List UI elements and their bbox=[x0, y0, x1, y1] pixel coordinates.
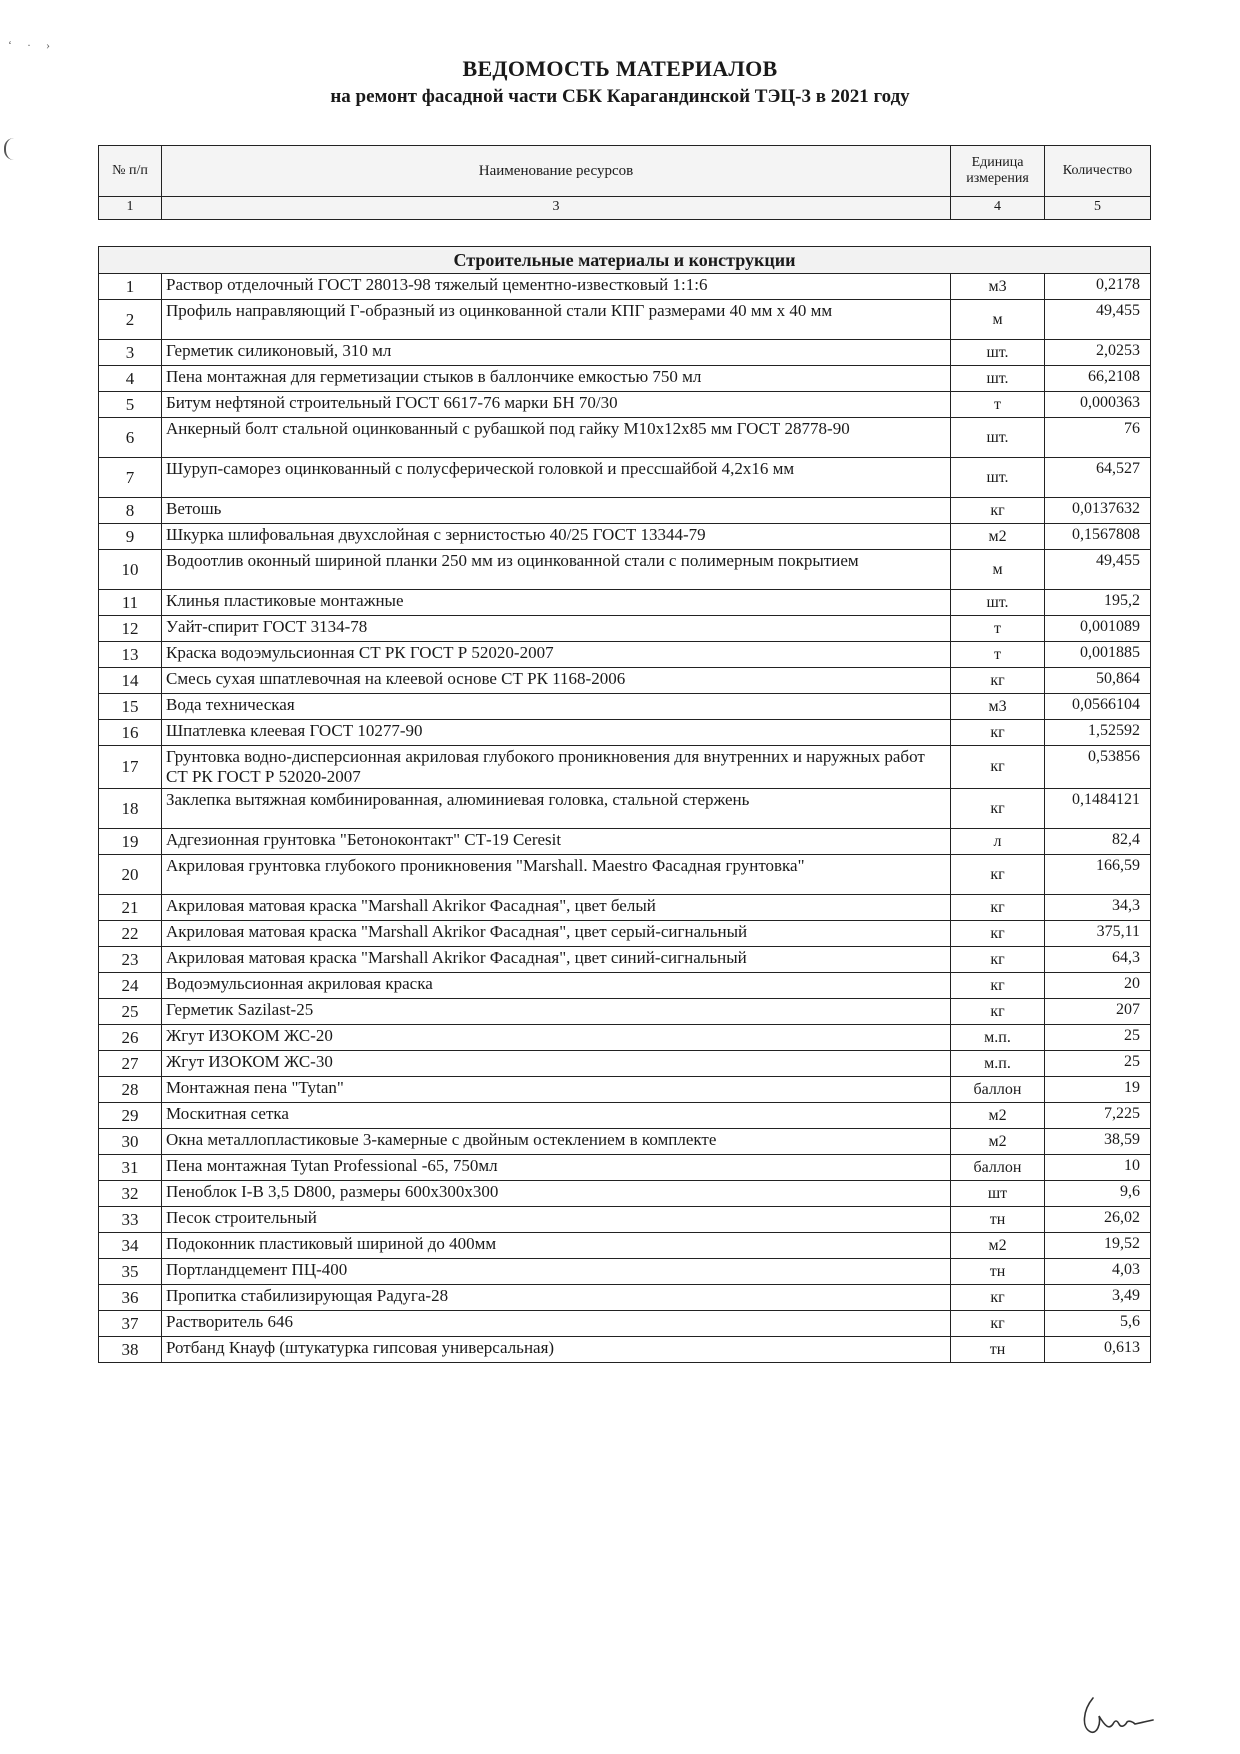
row-qty: 50,864 bbox=[1045, 668, 1151, 694]
row-unit: шт. bbox=[951, 590, 1045, 616]
table-row bbox=[99, 829, 1151, 855]
row-number: 28 bbox=[99, 1077, 162, 1103]
table-row bbox=[99, 274, 1151, 300]
row-qty: 166,59 bbox=[1045, 855, 1151, 895]
row-name: Акриловая матовая краска "Marshall Akrikor Фасадная", цвет синий-сигнальный bbox=[162, 947, 951, 973]
row-qty: 0,0137632 bbox=[1045, 498, 1151, 524]
header-no: № п/п bbox=[99, 146, 162, 197]
row-qty: 20 bbox=[1045, 973, 1151, 999]
table-row bbox=[99, 1077, 1151, 1103]
header-qty: Количество bbox=[1045, 146, 1151, 197]
row-qty: 9,6 bbox=[1045, 1181, 1151, 1207]
row-unit: кг bbox=[951, 947, 1045, 973]
row-unit: шт. bbox=[951, 418, 1045, 458]
table-row bbox=[99, 1259, 1151, 1285]
row-qty: 0,000363 bbox=[1045, 392, 1151, 418]
row-unit: тн bbox=[951, 1207, 1045, 1233]
row-number: 20 bbox=[99, 855, 162, 895]
row-name: Пена монтажная Tytan Professional -65, 750мл bbox=[162, 1155, 951, 1181]
row-number: 13 bbox=[99, 642, 162, 668]
row-number: 18 bbox=[99, 789, 162, 829]
table-row bbox=[99, 340, 1151, 366]
row-unit: тн bbox=[951, 1259, 1045, 1285]
row-qty: 0,1484121 bbox=[1045, 789, 1151, 829]
table-row bbox=[99, 973, 1151, 999]
row-name: Вода техническая bbox=[162, 694, 951, 720]
row-number: 10 bbox=[99, 550, 162, 590]
row-name: Раствор отделочный ГОСТ 28013-98 тяжелый цементно-известковый 1:1:6 bbox=[162, 274, 951, 300]
row-number: 30 bbox=[99, 1129, 162, 1155]
row-name: Шуруп-саморез оцинкованный с полусферической головкой и прессшайбой 4,2х16 мм bbox=[162, 458, 951, 498]
row-unit: шт bbox=[951, 1181, 1045, 1207]
table-row bbox=[99, 458, 1151, 498]
row-number: 9 bbox=[99, 524, 162, 550]
table-row bbox=[99, 524, 1151, 550]
table-row bbox=[99, 1285, 1151, 1311]
row-unit: шт. bbox=[951, 366, 1045, 392]
row-name: Ротбанд Кнауф (штукатурка гипсовая универсальная) bbox=[162, 1337, 951, 1363]
row-number: 12 bbox=[99, 616, 162, 642]
row-name: Пена монтажная для герметизации стыков в баллончике емкостью 750 мл bbox=[162, 366, 951, 392]
row-name: Акриловая матовая краска "Marshall Akrikor Фасадная", цвет серый-сигнальный bbox=[162, 921, 951, 947]
row-unit: т bbox=[951, 642, 1045, 668]
row-qty: 25 bbox=[1045, 1025, 1151, 1051]
row-unit: т bbox=[951, 616, 1045, 642]
table-header-row bbox=[99, 146, 1151, 197]
row-qty: 10 bbox=[1045, 1155, 1151, 1181]
table-row bbox=[99, 720, 1151, 746]
row-number: 6 bbox=[99, 418, 162, 458]
row-qty: 195,2 bbox=[1045, 590, 1151, 616]
column-number-row bbox=[99, 197, 1151, 220]
row-name: Смесь сухая шпатлевочная на клеевой основе СТ РК 1168-2006 bbox=[162, 668, 951, 694]
row-number: 11 bbox=[99, 590, 162, 616]
row-name: Жгут ИЗОКОМ ЖС-20 bbox=[162, 1025, 951, 1051]
table-row bbox=[99, 642, 1151, 668]
row-unit: л bbox=[951, 829, 1045, 855]
row-unit: м bbox=[951, 300, 1045, 340]
row-unit: кг bbox=[951, 1285, 1045, 1311]
row-name: Уайт-спирит ГОСТ 3134-78 bbox=[162, 616, 951, 642]
row-qty: 64,3 bbox=[1045, 947, 1151, 973]
row-number: 17 bbox=[99, 746, 162, 789]
table-row bbox=[99, 1207, 1151, 1233]
row-unit: м2 bbox=[951, 1103, 1045, 1129]
row-number: 1 bbox=[99, 274, 162, 300]
row-unit: м2 bbox=[951, 524, 1045, 550]
row-qty: 4,03 bbox=[1045, 1259, 1151, 1285]
row-qty: 0,53856 bbox=[1045, 746, 1151, 789]
row-qty: 3,49 bbox=[1045, 1285, 1151, 1311]
table-row bbox=[99, 1155, 1151, 1181]
row-unit: т bbox=[951, 392, 1045, 418]
row-number: 15 bbox=[99, 694, 162, 720]
row-qty: 0,001885 bbox=[1045, 642, 1151, 668]
row-unit: м2 bbox=[951, 1233, 1045, 1259]
row-qty: 0,613 bbox=[1045, 1337, 1151, 1363]
row-qty: 375,11 bbox=[1045, 921, 1151, 947]
table-row bbox=[99, 947, 1151, 973]
table-row bbox=[99, 616, 1151, 642]
row-number: 33 bbox=[99, 1207, 162, 1233]
row-unit: кг bbox=[951, 973, 1045, 999]
row-number: 2 bbox=[99, 300, 162, 340]
row-name: Клинья пластиковые монтажные bbox=[162, 590, 951, 616]
table-row bbox=[99, 300, 1151, 340]
row-name: Жгут ИЗОКОМ ЖС-30 bbox=[162, 1051, 951, 1077]
row-unit: кг bbox=[951, 855, 1045, 895]
section-row bbox=[99, 247, 1151, 274]
table-row bbox=[99, 1051, 1151, 1077]
row-name: Адгезионная грунтовка "Бетоноконтакт" СТ-19 Ceresit bbox=[162, 829, 951, 855]
row-name: Москитная сетка bbox=[162, 1103, 951, 1129]
row-number: 8 bbox=[99, 498, 162, 524]
row-number: 35 bbox=[99, 1259, 162, 1285]
row-unit: кг bbox=[951, 789, 1045, 829]
row-qty: 19,52 bbox=[1045, 1233, 1151, 1259]
row-name: Окна металлопластиковые 3-камерные с двойным остеклением в комплекте bbox=[162, 1129, 951, 1155]
spacer-row bbox=[99, 220, 1151, 247]
row-qty: 26,02 bbox=[1045, 1207, 1151, 1233]
row-qty: 76 bbox=[1045, 418, 1151, 458]
table-row bbox=[99, 694, 1151, 720]
row-unit: кг bbox=[951, 999, 1045, 1025]
row-unit: м3 bbox=[951, 274, 1045, 300]
row-unit: баллон bbox=[951, 1077, 1045, 1103]
row-number: 31 bbox=[99, 1155, 162, 1181]
row-name: Акриловая матовая краска "Marshall Akrikor Фасадная", цвет белый bbox=[162, 895, 951, 921]
row-name: Водоотлив оконный шириной планки 250 мм из оцинкованной стали с полимерным покрытием bbox=[162, 550, 951, 590]
row-number: 29 bbox=[99, 1103, 162, 1129]
row-name: Шкурка шлифовальная двухслойная с зернистостью 40/25 ГОСТ 13344-79 bbox=[162, 524, 951, 550]
row-number: 37 bbox=[99, 1311, 162, 1337]
table-row bbox=[99, 668, 1151, 694]
row-qty: 207 bbox=[1045, 999, 1151, 1025]
row-number: 7 bbox=[99, 458, 162, 498]
row-name: Битум нефтяной строительный ГОСТ 6617-76 марки БН 70/30 bbox=[162, 392, 951, 418]
row-unit: кг bbox=[951, 720, 1045, 746]
row-unit: м.п. bbox=[951, 1025, 1045, 1051]
row-name: Подоконник пластиковый шириной до 400мм bbox=[162, 1233, 951, 1259]
row-qty: 2,0253 bbox=[1045, 340, 1151, 366]
colnum-no: 1 bbox=[99, 197, 162, 220]
row-qty: 0,0566104 bbox=[1045, 694, 1151, 720]
row-name: Шпатлевка клеевая ГОСТ 10277-90 bbox=[162, 720, 951, 746]
table-row bbox=[99, 895, 1151, 921]
row-qty: 25 bbox=[1045, 1051, 1151, 1077]
row-number: 3 bbox=[99, 340, 162, 366]
row-qty: 64,527 bbox=[1045, 458, 1151, 498]
row-name: Профиль направляющий Г-образный из оцинкованной стали КПГ размерами 40 мм х 40 мм bbox=[162, 300, 951, 340]
row-number: 32 bbox=[99, 1181, 162, 1207]
row-name: Водоэмульсионная акриловая краска bbox=[162, 973, 951, 999]
row-number: 34 bbox=[99, 1233, 162, 1259]
row-number: 38 bbox=[99, 1337, 162, 1363]
table-row bbox=[99, 789, 1151, 829]
row-name: Заклепка вытяжная комбинированная, алюминиевая головка, стальной стержень bbox=[162, 789, 951, 829]
row-unit: шт. bbox=[951, 458, 1045, 498]
row-number: 16 bbox=[99, 720, 162, 746]
row-number: 27 bbox=[99, 1051, 162, 1077]
row-name: Пропитка стабилизирующая Радуга-28 bbox=[162, 1285, 951, 1311]
row-number: 21 bbox=[99, 895, 162, 921]
row-unit: кг bbox=[951, 921, 1045, 947]
row-name: Растворитель 646 bbox=[162, 1311, 951, 1337]
row-unit: м2 bbox=[951, 1129, 1045, 1155]
table-row bbox=[99, 999, 1151, 1025]
signature-image bbox=[1075, 1690, 1155, 1740]
row-name: Ветошь bbox=[162, 498, 951, 524]
row-unit: м.п. bbox=[951, 1051, 1045, 1077]
row-name: Анкерный болт стальной оцинкованный с рубашкой под гайку М10х12х85 мм ГОСТ 28778-90 bbox=[162, 418, 951, 458]
table-row bbox=[99, 1337, 1151, 1363]
document-subtitle: на ремонт фасадной части СБК Карагандинской ТЭЦ-3 в 2021 году bbox=[330, 86, 910, 107]
row-name: Герметик Sazilast-25 bbox=[162, 999, 951, 1025]
row-unit: м bbox=[951, 550, 1045, 590]
row-unit: м3 bbox=[951, 694, 1045, 720]
row-unit: кг bbox=[951, 498, 1045, 524]
spacer-cell bbox=[99, 220, 1151, 247]
row-unit: баллон bbox=[951, 1155, 1045, 1181]
materials-table bbox=[98, 145, 1151, 1363]
row-number: 19 bbox=[99, 829, 162, 855]
row-qty: 34,3 bbox=[1045, 895, 1151, 921]
row-number: 4 bbox=[99, 366, 162, 392]
row-qty: 1,52592 bbox=[1045, 720, 1151, 746]
row-qty: 0,001089 bbox=[1045, 616, 1151, 642]
row-unit: кг bbox=[951, 895, 1045, 921]
binding-mark bbox=[4, 138, 20, 160]
table-row bbox=[99, 1181, 1151, 1207]
row-number: 5 bbox=[99, 392, 162, 418]
colnum-qty: 5 bbox=[1045, 197, 1151, 220]
section-title: Строительные материалы и конструкции bbox=[99, 247, 1151, 274]
row-unit: шт. bbox=[951, 340, 1045, 366]
row-name: Акриловая грунтовка глубокого проникновения "Marshall. Maestro Фасадная грунтовка" bbox=[162, 855, 951, 895]
table-row bbox=[99, 855, 1151, 895]
table-row bbox=[99, 1311, 1151, 1337]
row-name: Грунтовка водно-дисперсионная акриловая глубокого проникновения для внутренних и наружных работ СТ РК ГОСТ Р 52020-2007 bbox=[162, 746, 951, 789]
table-row bbox=[99, 921, 1151, 947]
row-unit: тн bbox=[951, 1337, 1045, 1363]
row-number: 26 bbox=[99, 1025, 162, 1051]
row-qty: 7,225 bbox=[1045, 1103, 1151, 1129]
row-qty: 66,2108 bbox=[1045, 366, 1151, 392]
row-name: Краска водоэмульсионная СТ РК ГОСТ Р 52020-2007 bbox=[162, 642, 951, 668]
row-number: 14 bbox=[99, 668, 162, 694]
colnum-unit: 4 bbox=[951, 197, 1045, 220]
row-qty: 19 bbox=[1045, 1077, 1151, 1103]
table-row bbox=[99, 1103, 1151, 1129]
row-name: Герметик силиконовый, 310 мл bbox=[162, 340, 951, 366]
header-unit: Единица измерения bbox=[951, 146, 1045, 197]
row-qty: 49,455 bbox=[1045, 550, 1151, 590]
row-number: 36 bbox=[99, 1285, 162, 1311]
row-name: Портландцемент ПЦ-400 bbox=[162, 1259, 951, 1285]
table-row bbox=[99, 1233, 1151, 1259]
table-row bbox=[99, 590, 1151, 616]
row-name: Монтажная пена "Tytan" bbox=[162, 1077, 951, 1103]
colnum-name: 3 bbox=[162, 197, 951, 220]
row-name: Пеноблок I-B 3,5 D800, размеры 600х300х300 bbox=[162, 1181, 951, 1207]
table-row bbox=[99, 550, 1151, 590]
row-qty: 0,1567808 bbox=[1045, 524, 1151, 550]
row-unit: кг bbox=[951, 746, 1045, 789]
row-qty: 49,455 bbox=[1045, 300, 1151, 340]
row-qty: 0,2178 bbox=[1045, 274, 1151, 300]
row-qty: 38,59 bbox=[1045, 1129, 1151, 1155]
row-number: 24 bbox=[99, 973, 162, 999]
header-name: Наименование ресурсов bbox=[162, 146, 951, 197]
row-unit: кг bbox=[951, 668, 1045, 694]
table-row bbox=[99, 418, 1151, 458]
row-qty: 5,6 bbox=[1045, 1311, 1151, 1337]
row-number: 22 bbox=[99, 921, 162, 947]
table-row bbox=[99, 366, 1151, 392]
row-number: 25 bbox=[99, 999, 162, 1025]
row-name: Песок строительный bbox=[162, 1207, 951, 1233]
table-row bbox=[99, 1129, 1151, 1155]
row-qty: 82,4 bbox=[1045, 829, 1151, 855]
document-title: ВЕДОМОСТЬ МАТЕРИАЛОВ bbox=[462, 56, 778, 81]
table-row bbox=[99, 498, 1151, 524]
table-row bbox=[99, 392, 1151, 418]
table-row bbox=[99, 746, 1151, 789]
table-row bbox=[99, 1025, 1151, 1051]
row-number: 23 bbox=[99, 947, 162, 973]
scan-marks: ‘ · › bbox=[8, 38, 56, 52]
row-unit: кг bbox=[951, 1311, 1045, 1337]
